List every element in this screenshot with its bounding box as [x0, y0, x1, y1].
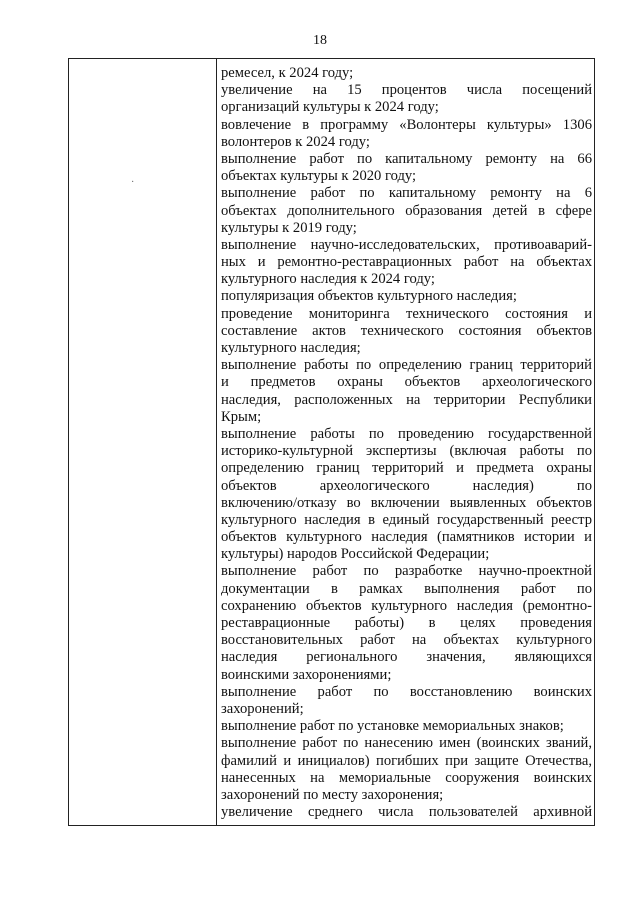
- text-line: воинскими захоронениями;: [221, 666, 392, 683]
- text-line: фамилий и инициалов) погибших при защите Отечества,: [221, 752, 592, 769]
- text-line: волонтеров к 2024 году;: [221, 133, 370, 150]
- text-line: выполнение работы по проведению государственной: [221, 425, 592, 442]
- text-line: проведение мониторинга технического состояния и: [221, 305, 592, 322]
- text-line: увеличение среднего числа пользователей архивной: [221, 804, 592, 821]
- text-line: выполнение работ по установке мемориальных знаков;: [221, 718, 564, 735]
- text-line: выполнение работ по восстановлению воинских: [221, 683, 592, 700]
- text-line: популяризация объектов культурного наследия;: [221, 288, 517, 305]
- text-line: включению/отказу во включении выявленных объектов: [221, 494, 592, 511]
- text-line: увеличение на 15 процентов числа посещений: [221, 82, 592, 99]
- text-line: выполнение работ по капитальному ремонту на 6: [221, 185, 592, 202]
- text-line: культуры) народов Российской Федерации;: [221, 546, 490, 563]
- text-line: выполнение работ по капитальному ремонту на 66: [221, 150, 592, 167]
- text-line: выполнение работы по определению границ территорий: [221, 357, 592, 374]
- text-line: выполнение работ по нанесению имен (воинских званий,: [221, 735, 592, 752]
- document-table: [68, 58, 595, 826]
- text-line: выполнение научно-исследовательских, противоаварий-: [221, 236, 592, 253]
- text-line: организаций культуры к 2024 году;: [221, 99, 439, 116]
- text-line: объектах культуры к 2020 году;: [221, 168, 417, 185]
- text-line: и предметов охраны объектов археологического: [221, 374, 592, 391]
- text-line: наследия регионального значения, являющихся: [221, 649, 592, 666]
- text-line: объектов археологического наследия) по: [221, 477, 592, 494]
- text-line: определению границ территорий и предмета охраны: [221, 460, 592, 477]
- text-line: культурного наследия;: [221, 340, 361, 356]
- text-line: нанесенных на мемориальные сооружения воинских: [221, 769, 592, 786]
- text-line: выполнение работ по разработке научно-проектной: [221, 563, 592, 580]
- text-line: составление актов технического состояния объектов: [221, 322, 592, 339]
- text-line: сохранению объектов культурного наследия (ремонтно-: [221, 597, 592, 614]
- page-number: 18: [313, 33, 327, 48]
- text-line: Крым;: [221, 408, 262, 425]
- table-right-column: [217, 59, 594, 825]
- text-line: историко-культурной экспертизы (включая работы по: [221, 443, 592, 460]
- text-line: ремесел, к 2024 году;: [221, 65, 354, 81]
- text-line: вовлечение в программу «Волонтеры культуры» 1306: [221, 116, 592, 133]
- text-line: объектов культурного наследия (памятников истории и: [221, 529, 592, 546]
- text-line: документации в рамках выполнения работ по: [221, 580, 592, 597]
- text-line: восстановительных работ на объектах культурного: [221, 632, 592, 649]
- table-left-column: [69, 59, 217, 825]
- text-line: объектах дополнительного образования детей в сфере: [221, 202, 592, 219]
- text-line: захоронений;: [221, 700, 304, 717]
- text-line: ных и ремонтно-реставрационных работ на объектах: [221, 254, 592, 271]
- text-line: культурного наследия к 2024 году;: [221, 271, 435, 288]
- text-line: захоронений по месту захоронения;: [221, 786, 444, 803]
- text-line: культуры к 2019 году;: [221, 219, 357, 236]
- scan-mark: ·: [131, 177, 135, 188]
- text-line: реставрационные работы) в целях проведения: [221, 615, 592, 631]
- text-line: наследия, расположенных на территории Республики: [221, 391, 592, 408]
- text-line: культурного наследия в единый государственный реестр: [221, 511, 592, 528]
